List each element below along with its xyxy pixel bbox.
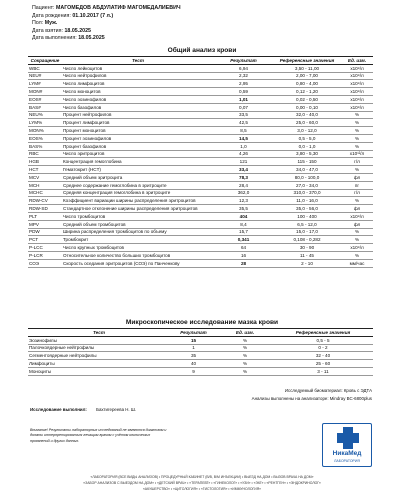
table-cell: x10⁹/л <box>341 64 373 72</box>
table-cell: Число нейтрофилов <box>62 72 214 80</box>
table-cell: 3 - 11 <box>273 367 373 375</box>
dob-value: 01.10.2017 (7 л.) <box>72 12 114 19</box>
table-cell: 25 - 60 <box>273 360 373 368</box>
table-row <box>28 360 373 368</box>
table-cell: % <box>217 344 273 352</box>
table-cell: 27,0 - 34,0 <box>273 181 341 189</box>
table-cell: 0,59 <box>214 88 273 96</box>
table-cell: BAS% <box>28 142 62 150</box>
table-cell: Средний объем эритроцита <box>62 173 214 181</box>
table-cell: NEU# <box>28 72 62 80</box>
table-cell: % <box>341 127 373 135</box>
services-line-2: «ЗАБОР АНАЛИЗОВ С ВЫЕЗДОМ НА ДОМ» • «ДЕТСКИЙ ВРАЧ» • «ТЕРАПЕВТ» • «ГИНЕКОЛОГ» • «УЗИ» • «ЭКГ» • «РЕНТГЕН» • «ЭНДОКРИНОЛОГ» <box>83 481 321 485</box>
table-cell: 3,50 - 11,00 <box>273 64 341 72</box>
disclaimer-note: Внимание! Результаты лабораторных исследований не являются диагнозом и должны интерпретироваться лечащим врачом с учётом клинических проявлений и других данных. <box>30 428 167 443</box>
table-row <box>28 103 373 111</box>
table-cell: Эозинофилы <box>28 336 170 344</box>
table-cell: % <box>341 166 373 174</box>
table-cell: Число эритроцитов <box>62 150 214 158</box>
table-cell: x10⁹/л <box>341 103 373 111</box>
table-cell: x10⁹/л <box>341 72 373 80</box>
table-row <box>28 142 373 150</box>
column-header: Тест <box>28 329 170 337</box>
table-cell: 3,0 - 12,0 <box>273 127 341 135</box>
table-cell: 14,5 <box>214 134 273 142</box>
table-cell: Стандартное отклонение ширины распределения эритроцитов <box>62 205 214 213</box>
table-cell: 1 <box>170 344 217 352</box>
table-cell: 25,0 - 60,0 <box>273 119 341 127</box>
done-value: 18.05.2025 <box>78 35 105 42</box>
table-row <box>28 72 373 80</box>
table-cell: 0,108 - 0,282 <box>273 236 341 244</box>
table-cell: MON% <box>28 127 62 135</box>
table-cell: Ширина распределения тромбоцитов по объему <box>62 228 214 236</box>
table-cell: 11 - 45 <box>273 251 341 259</box>
table-row <box>28 158 373 166</box>
table-row <box>28 95 373 103</box>
taken-value: 18.05.2025 <box>64 27 91 34</box>
table-row <box>28 336 373 344</box>
analyzer-line: Анализы выполнены на анализаторе: Mindray BC-6800plus <box>251 396 372 401</box>
table-cell: x10⁹/л <box>341 95 373 103</box>
table-cell: г/л <box>341 158 373 166</box>
table-cell: 80,0 - 100,0 <box>273 173 341 181</box>
table-cell: RBC <box>28 150 62 158</box>
table-cell: MCH <box>28 181 62 189</box>
table-cell: 6,94 <box>214 64 273 72</box>
table-cell: % <box>217 336 273 344</box>
dob-label: Дата рождения: <box>32 12 71 19</box>
table-cell: % <box>217 352 273 360</box>
table-cell: Коэффициент вариации ширины распределения эритроцитов <box>62 197 214 205</box>
done-label: Дата выполнения: <box>32 35 77 42</box>
table-cell: 8,4 <box>214 220 273 228</box>
table-cell: Концентрация гемоглобина <box>62 158 214 166</box>
table-cell: Лимфоциты <box>28 360 170 368</box>
table-cell: 2 - 10 <box>273 259 341 267</box>
table-cell: 0 - 2 <box>273 344 373 352</box>
table-cell: WBC <box>28 64 62 72</box>
table-cell: % <box>341 111 373 119</box>
table-cell: 4,26 <box>214 150 273 158</box>
smear-title: Микроскопическое исследование мазка крови <box>125 319 279 326</box>
table-cell: % <box>341 236 373 244</box>
table-cell: % <box>341 142 373 150</box>
table-cell: MPV <box>28 220 62 228</box>
column-header: Ед. изм. <box>341 57 373 65</box>
table-cell: x10⁹/л <box>341 212 373 220</box>
table-row <box>28 173 373 181</box>
table-cell: Гематокрит (HCT) <box>62 166 214 174</box>
patient-header <box>32 5 181 43</box>
column-header: Результат <box>214 57 273 65</box>
table-cell: 35 <box>170 352 217 360</box>
table-row <box>28 150 373 158</box>
lab-logo <box>322 423 372 467</box>
table-cell: Число эозинофилов <box>62 95 214 103</box>
table-row <box>28 197 373 205</box>
table-cell: мм/час <box>341 259 373 267</box>
table-row <box>28 251 373 259</box>
table-cell: 362,0 <box>214 189 273 197</box>
table-cell: 0,0 - 1,0 <box>273 142 341 150</box>
table-cell: PLT <box>28 212 62 220</box>
column-header: Сокращение <box>28 57 62 65</box>
table-cell: MON# <box>28 88 62 96</box>
table-cell: 33,5 <box>214 111 273 119</box>
table-cell: x10⁹/л <box>341 88 373 96</box>
table-cell: 40 <box>170 360 217 368</box>
table-row <box>28 134 373 142</box>
cbc-title: Общий анализ крови <box>167 47 237 54</box>
table-cell: 33,4 <box>214 166 273 174</box>
table-cell: фл <box>341 205 373 213</box>
table-cell: BAS# <box>28 103 62 111</box>
column-header: Референсные значения <box>273 57 341 65</box>
table-cell: % <box>341 134 373 142</box>
table-cell: Среднее содержание гемоглобина в эритроците <box>62 181 214 189</box>
table-cell: MCV <box>28 173 62 181</box>
table-row <box>28 181 373 189</box>
column-header: Референсные значения <box>273 329 373 337</box>
table-cell: 0,02 - 0,50 <box>273 95 341 103</box>
table-cell: % <box>217 360 273 368</box>
table-cell: Процент моноцитов <box>62 127 214 135</box>
table-cell: фл <box>341 220 373 228</box>
table-cell: 30 - 90 <box>273 244 341 252</box>
table-cell: Число крупных тромбоцитов <box>62 244 214 252</box>
table-cell: Средний объем тромбоцитов <box>62 220 214 228</box>
table-cell: 0,00 - 0,10 <box>273 103 341 111</box>
table-row <box>28 80 373 88</box>
table-cell: % <box>217 367 273 375</box>
table-cell: 0,80 - 4,00 <box>273 80 341 88</box>
table-cell: 35,5 <box>214 205 273 213</box>
table-cell: Тромбокрит <box>62 236 214 244</box>
table-cell: Процент лимфоцитов <box>62 119 214 127</box>
table-cell: P-LCR <box>28 251 62 259</box>
logo-sub: ЛАБОРАТОРИЯ <box>334 459 360 463</box>
sex-label: Пол: <box>32 20 44 27</box>
table-cell: 2,00 - 7,00 <box>273 72 341 80</box>
table-cell: 8,5 <box>214 127 273 135</box>
column-header: Ед. изм. <box>217 329 273 337</box>
table-row <box>28 127 373 135</box>
performed-name: Бахтигереева Н. Ш. <box>96 407 137 412</box>
table-cell: x10¹²/л <box>341 150 373 158</box>
table-row <box>28 244 373 252</box>
table-cell: 0,5 - 5 <box>273 336 373 344</box>
performed-label: Исследование выполнил: <box>30 407 87 412</box>
table-cell: Число моноцитов <box>62 88 214 96</box>
table-cell: 1,01 <box>214 95 273 103</box>
taken-label: Дата взятия: <box>32 27 63 34</box>
table-cell: Скорость оседания эритроцитов (СОЭ) по Панченкову <box>62 259 214 267</box>
table-cell: 15,7 <box>214 228 273 236</box>
cbc-table <box>28 56 373 268</box>
table-cell: 42,5 <box>214 119 273 127</box>
table-cell: 28 <box>214 259 273 267</box>
table-cell: 16 <box>214 251 273 259</box>
table-row <box>28 166 373 174</box>
table-cell: 1,0 <box>214 142 273 150</box>
table-cell: 0,12 - 1,20 <box>273 88 341 96</box>
table-row <box>28 212 373 220</box>
table-row <box>28 220 373 228</box>
table-cell: Процент нейтрофилов <box>62 111 214 119</box>
table-cell: x10⁹/л <box>341 80 373 88</box>
table-cell: 15,0 - 17,0 <box>273 228 341 236</box>
table-cell: 34,0 - 47,0 <box>273 166 341 174</box>
table-cell: MCHC <box>28 189 62 197</box>
table-cell: Моноциты <box>28 367 170 375</box>
table-row <box>28 111 373 119</box>
table-cell: 12,3 <box>214 197 273 205</box>
table-row <box>28 189 373 197</box>
table-cell: 32,0 - 40,0 <box>273 111 341 119</box>
table-cell: LYM% <box>28 119 62 127</box>
smear-table <box>28 328 373 376</box>
table-row <box>28 259 373 267</box>
table-row <box>28 344 373 352</box>
table-cell: 100 - 400 <box>273 212 341 220</box>
table-cell: 28,4 <box>214 181 273 189</box>
table-cell: Сегментоядерные нейтрофилы <box>28 352 170 360</box>
table-cell: P-LCC <box>28 244 62 252</box>
table-cell: Число базофилов <box>62 103 214 111</box>
table-cell: 11,0 - 16,0 <box>273 197 341 205</box>
table-cell: Палочкоядерные нейтрофилы <box>28 344 170 352</box>
table-cell: 2,32 <box>214 72 273 80</box>
table-row <box>28 88 373 96</box>
table-cell: Число лимфоцитов <box>62 80 214 88</box>
table-cell: Процент эозинофилов <box>62 134 214 142</box>
table-cell: Средняя концентрация гемоглобина в эритроците <box>62 189 214 197</box>
table-cell: 0,5 - 5,0 <box>273 134 341 142</box>
table-cell: EOS# <box>28 95 62 103</box>
column-header: Результат <box>170 329 217 337</box>
table-cell: 32 - 40 <box>273 352 373 360</box>
table-cell: PDW <box>28 228 62 236</box>
biomaterial-line: Исследуемый биоматериал: Кровь с ЭДТА <box>284 388 372 393</box>
table-row <box>28 352 373 360</box>
table-cell: СОЭ <box>28 259 62 267</box>
services-line-3: «АКУШЕРСТВО» • «ЦИТОЛОГИЯ» • «ГИСТОЛОГИЯ» • «ИММУНОЛОГИЯ» <box>142 487 262 491</box>
table-cell: 35,0 - 56,0 <box>273 205 341 213</box>
table-cell: x10⁹/л <box>341 244 373 252</box>
table-cell: 121 <box>214 158 273 166</box>
table-cell: % <box>341 119 373 127</box>
table-row <box>28 64 373 72</box>
table-cell: 3,80 - 5,30 <box>273 150 341 158</box>
table-cell: 404 <box>214 212 273 220</box>
table-cell: 6,5 - 12,0 <box>273 220 341 228</box>
table-cell: пг <box>341 181 373 189</box>
table-cell: 15 <box>170 336 217 344</box>
table-cell: 0,07 <box>214 103 273 111</box>
table-cell: 0,341 <box>214 236 273 244</box>
table-cell: г/л <box>341 189 373 197</box>
table-cell: Процент базофилов <box>62 142 214 150</box>
patient-name: МАГОМЕДОВ АБДУЛАТИФ МАГОМЕДАЛИЕВИЧ <box>56 5 181 11</box>
table-cell: Относительное количество больших тромбоцитов <box>62 251 214 259</box>
table-cell: HGB <box>28 158 62 166</box>
logo-name: НикаМед <box>332 450 362 457</box>
table-row <box>28 205 373 213</box>
services-line-1: «ЛАБОРАТОРИЯ (ВСЕ ВИДЫ АНАЛИЗОВ) • ПРОЦЕДУРНЫЙ КАБИНЕТ (В/В, В/М ИНЪЕКЦИИ) • ВЫЕЗД НА ДОМ • ВЫЗОВ ВРАЧА НА ДОМ» <box>90 475 314 479</box>
patient-label: Пациент: <box>32 5 55 11</box>
table-row <box>28 236 373 244</box>
table-cell: фл <box>341 173 373 181</box>
table-cell: Число тромбоцитов <box>62 212 214 220</box>
table-cell: NEU% <box>28 111 62 119</box>
column-header: Тест <box>62 57 214 65</box>
table-cell: PCT <box>28 236 62 244</box>
table-cell: 2,95 <box>214 80 273 88</box>
table-cell: EOS% <box>28 134 62 142</box>
table-cell: HCT <box>28 166 62 174</box>
table-cell: RDW-CV <box>28 197 62 205</box>
sex-value: Муж. <box>44 20 58 27</box>
table-cell: % <box>341 251 373 259</box>
table-cell: RDW-SD <box>28 205 62 213</box>
table-cell: LYM# <box>28 80 62 88</box>
table-cell: % <box>341 228 373 236</box>
table-row <box>28 119 373 127</box>
table-cell: 115 - 150 <box>273 158 341 166</box>
table-cell: 64 <box>214 244 273 252</box>
table-row <box>28 367 373 375</box>
table-cell: % <box>341 197 373 205</box>
table-row <box>28 228 373 236</box>
table-cell: 78,3 <box>214 173 273 181</box>
table-cell: Число лейкоцитов <box>62 64 214 72</box>
table-cell: 310,0 - 370,0 <box>273 189 341 197</box>
table-cell: 9 <box>170 367 217 375</box>
